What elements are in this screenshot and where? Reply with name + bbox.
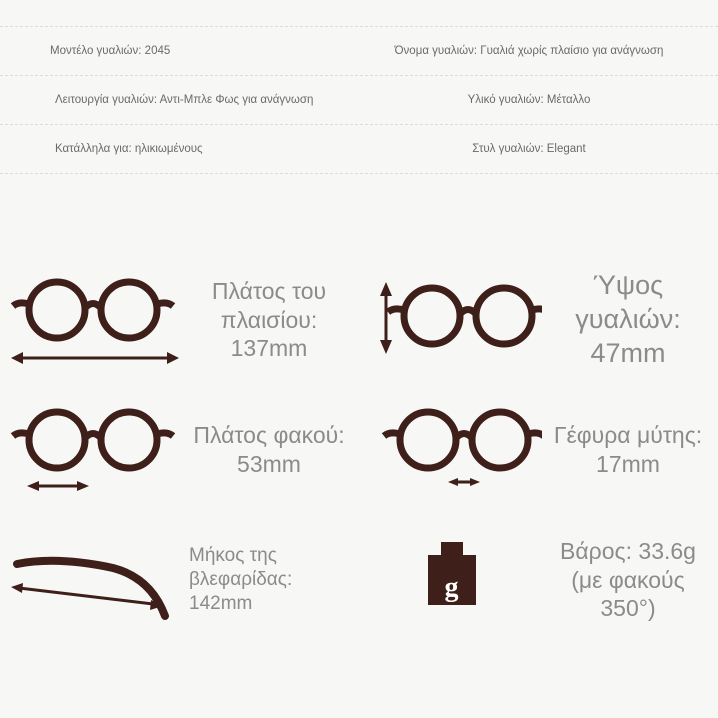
frame-width-label: Πλάτος του πλαισίου: 137mm <box>211 277 327 362</box>
measurement-row <box>0 515 718 645</box>
nose-bridge-label: Γέφυρα μύτης: 17mm <box>553 422 703 477</box>
spec-row <box>0 125 718 174</box>
spec-row <box>0 26 718 76</box>
measurement-frame-width <box>0 255 359 385</box>
lens-width-label: Πλάτος φακού: 53mm <box>193 422 345 477</box>
spec-name-label: Όνομα γυαλιών: Γυαλιά χωρίς πλαίσιο για ανάγνωση <box>394 44 664 57</box>
glasses-lens-width-icon <box>0 398 185 503</box>
measurement-grid <box>0 255 718 645</box>
spec-material-label: Υλικό γυαλιών: Μέταλλο <box>467 93 591 106</box>
spec-row <box>0 76 718 125</box>
glasses-frame-width-icon <box>0 268 185 373</box>
glasses-height-icon <box>359 268 544 373</box>
weight-gram-icon <box>359 555 544 605</box>
spec-style-label: Στυλ γυαλιών: Elegant <box>472 142 586 155</box>
measurement-nose-bridge <box>359 385 718 515</box>
weight-label: Βάρος: 33.6g (με φακούς 350°) <box>560 537 696 622</box>
measurement-temple-length <box>0 515 359 645</box>
spec-function-label: Λειτουργία γυαλιών: Αντι-Μπλε Φως για ανάγνωση <box>55 93 314 106</box>
glasses-bridge-icon <box>359 398 544 503</box>
glasses-temple-arm-icon <box>0 528 185 633</box>
measurement-row <box>0 255 718 385</box>
spec-model-label: Μοντέλο γυαλιών: 2045 <box>50 44 171 57</box>
measurement-glasses-height <box>359 255 718 385</box>
measurement-row <box>0 385 718 515</box>
measurement-weight <box>359 515 718 645</box>
measurement-lens-width <box>0 385 359 515</box>
weight-gram-letter: g <box>428 555 476 605</box>
spec-suitable-for-label: Κατάλληλα για: ηλικιωμένους <box>55 142 203 155</box>
spec-table <box>0 26 718 174</box>
glasses-height-label: Ύψος γυαλιών: 47mm <box>575 270 681 368</box>
temple-length-label: Μήκος της βλεφαρίδας: 142mm <box>189 545 293 614</box>
